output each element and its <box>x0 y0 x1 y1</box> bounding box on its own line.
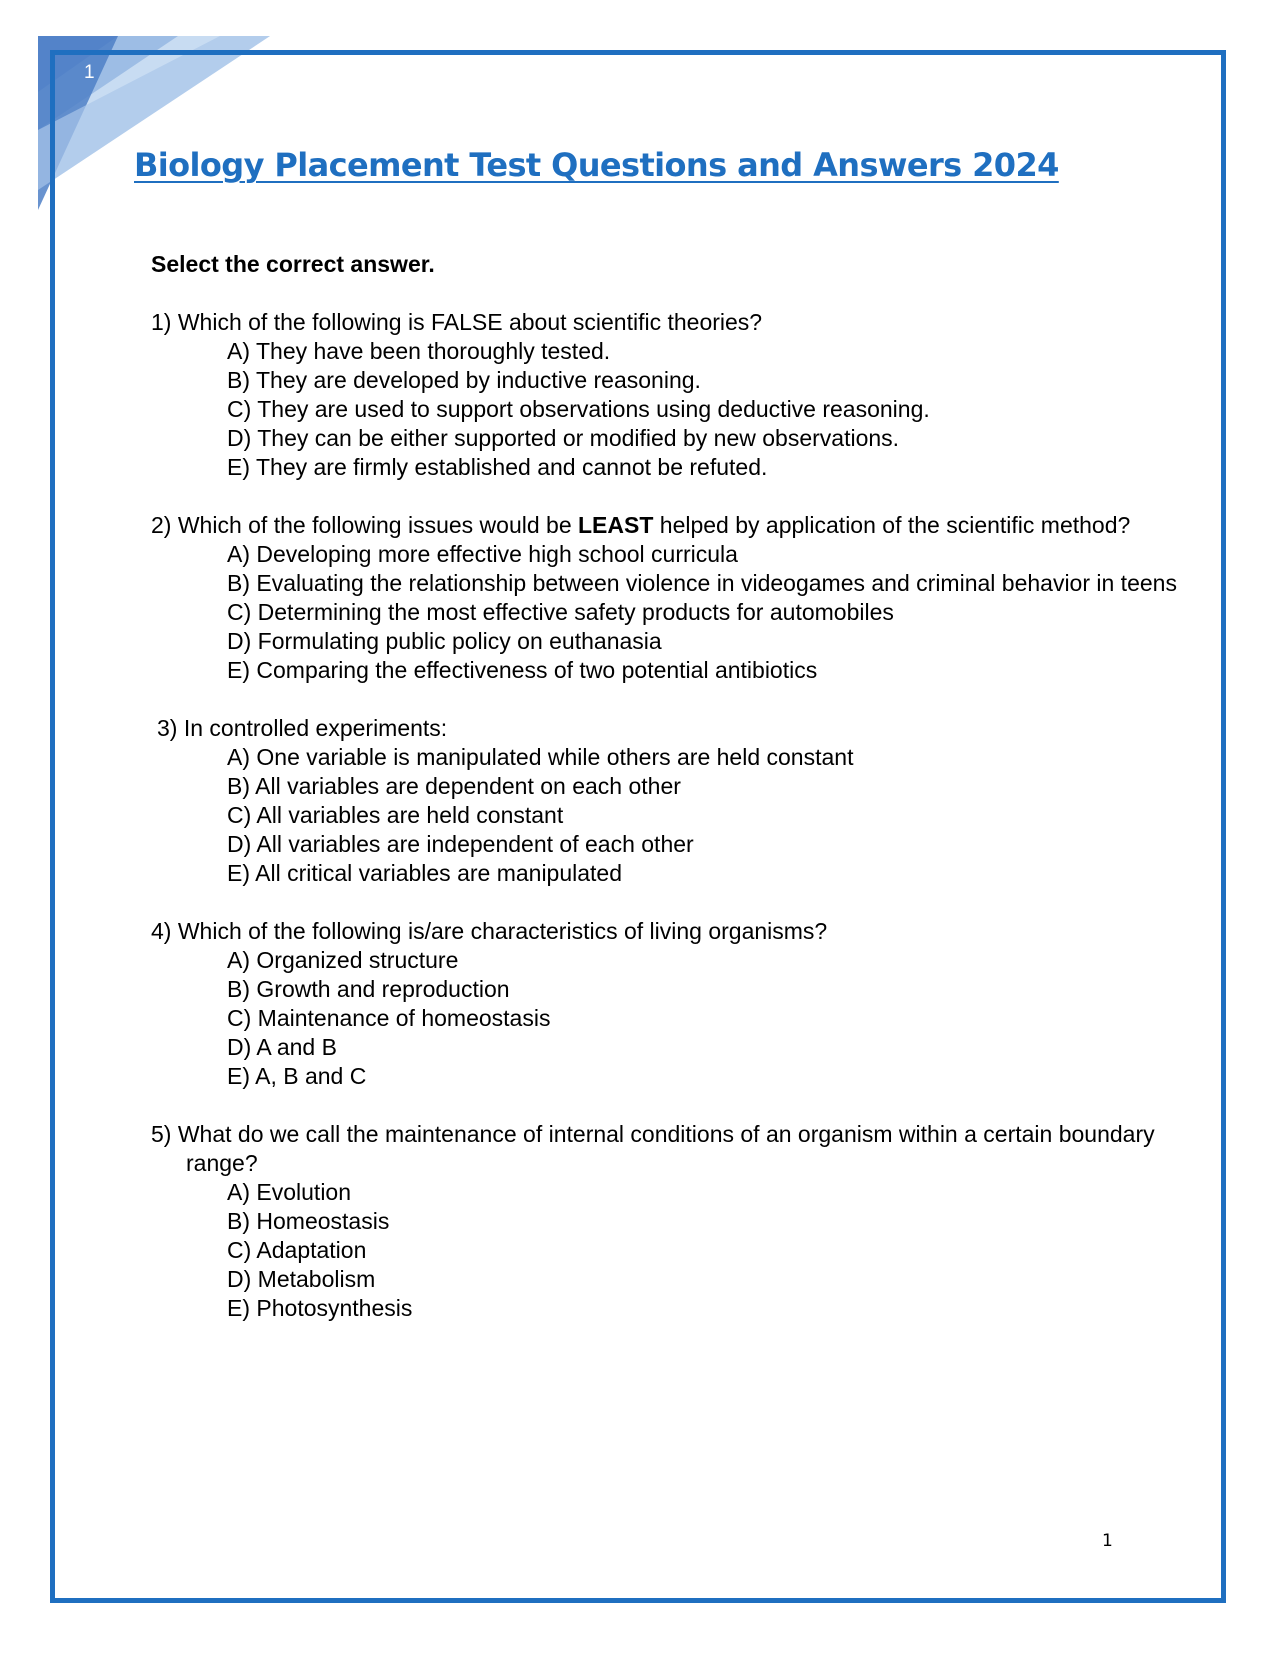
document-title: Biology Placement Test Questions and Answers 2024 <box>134 146 1059 184</box>
question-2 <box>151 511 1181 685</box>
answer-option: E) All critical variables are manipulated <box>227 860 623 886</box>
question-3 <box>151 714 1181 888</box>
answer-option: B) Homeostasis <box>227 1208 390 1234</box>
question-5 <box>151 1120 1181 1323</box>
answer-option: D) All variables are independent of each other <box>227 831 694 857</box>
question-stem: 1) Which of the following is FALSE about scientific theories? <box>151 309 763 335</box>
answer-option: D) They can be either supported or modified by new observations. <box>227 425 900 451</box>
answer-option: C) Adaptation <box>227 1237 367 1263</box>
answer-option: D) Metabolism <box>227 1266 376 1292</box>
answer-option: A) They have been thoroughly tested. <box>227 338 611 364</box>
footer-page-number: 1 <box>1102 1531 1113 1551</box>
answer-option: D) A and B <box>227 1034 337 1060</box>
answer-option: E) Comparing the effectiveness of two potential antibiotics <box>227 657 818 683</box>
answer-option: B) Growth and reproduction <box>227 976 510 1002</box>
question-1 <box>151 308 1181 482</box>
answer-option: E) A, B and C <box>227 1063 367 1089</box>
corner-page-number: 1 <box>84 62 95 83</box>
question-stem: 3) In controlled experiments: <box>157 715 448 741</box>
question-list <box>151 250 1181 1352</box>
answer-option: D) Formulating public policy on euthanasia <box>227 628 662 654</box>
answer-option: C) They are used to support observations using deductive reasoning. <box>227 396 930 422</box>
question-stem: 2) Which of the following issues would be LEAST helped by application of the scientific method? <box>151 512 1131 538</box>
emphasis-least: LEAST <box>578 512 654 538</box>
question-stem: 4) Which of the following is/are characteristics of living organisms? <box>151 918 828 944</box>
answer-option: B) Evaluating the relationship between violence in videogames and criminal behavior in teens <box>227 570 1177 596</box>
answer-option: A) Developing more effective high school curricula <box>227 541 738 567</box>
answer-option: B) All variables are dependent on each other <box>227 773 681 799</box>
answer-option: C) Maintenance of homeostasis <box>227 1005 551 1031</box>
answer-option: B) They are developed by inductive reasoning. <box>227 367 701 393</box>
question-4 <box>151 917 1181 1091</box>
answer-option: E) They are firmly established and cannot be refuted. <box>227 454 768 480</box>
answer-option: A) Organized structure <box>227 947 459 973</box>
answer-option: C) All variables are held constant <box>227 802 564 828</box>
answer-option: A) One variable is manipulated while others are held constant <box>227 744 854 770</box>
answer-option: A) Evolution <box>227 1179 352 1205</box>
question-stem: 5) What do we call the maintenance of internal conditions of an organism within a certain boundary range? <box>151 1121 1155 1176</box>
instruction: Select the correct answer. <box>151 251 435 277</box>
answer-option: E) Photosynthesis <box>227 1295 413 1321</box>
answer-option: C) Determining the most effective safety products for automobiles <box>227 599 894 625</box>
